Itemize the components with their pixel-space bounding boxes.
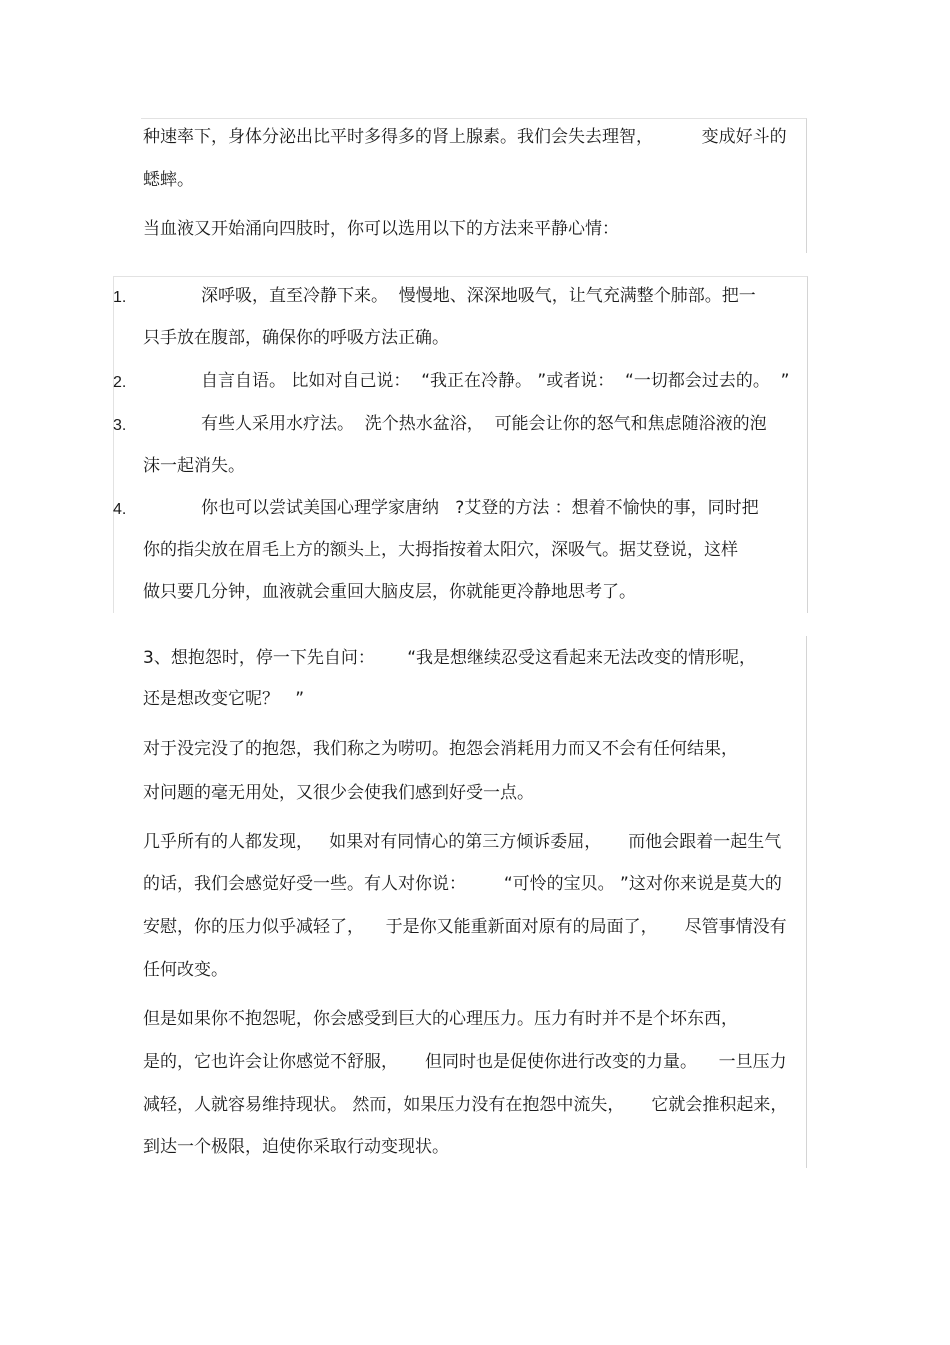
- paragraph-line: 到达一个极限，迫使你采取行动变现状。: [143, 1137, 449, 1157]
- paragraph-line: 当血液又开始涌向四肢时，你可以选用以下的方法来平静心情：: [143, 219, 619, 239]
- paragraph-line: 减轻，人就容易维持现状。 然而，如果压力没有在抱怨中流失， 它就会推积起来，: [143, 1095, 788, 1115]
- paragraph-line: 对问题的毫无用处，又很少会使我们感到好受一点。: [143, 783, 534, 803]
- list-item-line: 你的指尖放在眉毛上方的额头上，大拇指按着太阳穴，深吸气。据艾登说，这样: [143, 540, 738, 560]
- paragraph-line: 对于没完没了的抱怨，我们称之为唠叨。抱怨会消耗用力而又不会有任何结果，: [143, 739, 738, 759]
- section-frame-3: [141, 636, 807, 1168]
- paragraph-line: 任何改变。: [143, 960, 228, 980]
- list-item-line: 你也可以尝试美国心理学家唐纳 ?艾登的方法 ：想着不愉快的事，同时把: [201, 498, 759, 518]
- list-number: 3.: [113, 417, 127, 434]
- paragraph-line: 几乎所有的人都发现， 如果对有同情心的第三方倾诉委屈， 而他会跟着一起生气: [143, 832, 782, 852]
- paragraph-line: 安慰，你的压力似乎减轻了， 于是你又能重新面对原有的局面了， 尽管事情没有: [143, 917, 787, 937]
- section-heading: 还是想改变它呢？ ”: [143, 689, 305, 709]
- list-item-line: 有些人采用水疗法。 洗个热水盆浴， 可能会让你的怒气和焦虑随浴液的泡: [201, 414, 767, 434]
- list-number: 2.: [113, 374, 127, 391]
- list-number: 1.: [113, 289, 127, 306]
- paragraph-line: 蟋蟀。: [143, 170, 194, 190]
- list-item-line: 沫一起消失。: [143, 456, 245, 476]
- paragraph-line: 的话，我们会感觉好受一些。有人对你说： “可怜的宝贝。 ”这对你来说是莫大的: [143, 874, 782, 894]
- section-frame-2: [113, 276, 808, 613]
- list-item-line: 做只要几分钟，血液就会重回大脑皮层，你就能更冷静地思考了。: [143, 582, 636, 602]
- paragraph-line: 种速率下，身体分泌出比平时多得多的肾上腺素。我们会失去理智， 变成好斗的: [143, 127, 787, 147]
- list-number: 4.: [113, 501, 127, 518]
- list-item-line: 深呼吸，直至冷静下来。 慢慢地、深深地吸气，让气充满整个肺部。把一: [201, 286, 756, 306]
- paragraph-line: 但是如果你不抱怨呢，你会感受到巨大的心理压力。压力有时并不是个坏东西，: [143, 1009, 738, 1029]
- list-item-line: 自言自语。 比如对自己说： “我正在冷静。 ”或者说： “一切都会过去的。 ”: [201, 371, 790, 391]
- section-heading: 3、想抱怨时，停一下先自问： “我是想继续忍受这看起来无法改变的情形呢，: [143, 648, 757, 668]
- paragraph-line: 是的，它也许会让你感觉不舒服， 但同时也是促使你进行改变的力量。 一旦压力: [143, 1052, 787, 1072]
- list-item-line: 只手放在腹部，确保你的呼吸方法正确。: [143, 328, 449, 348]
